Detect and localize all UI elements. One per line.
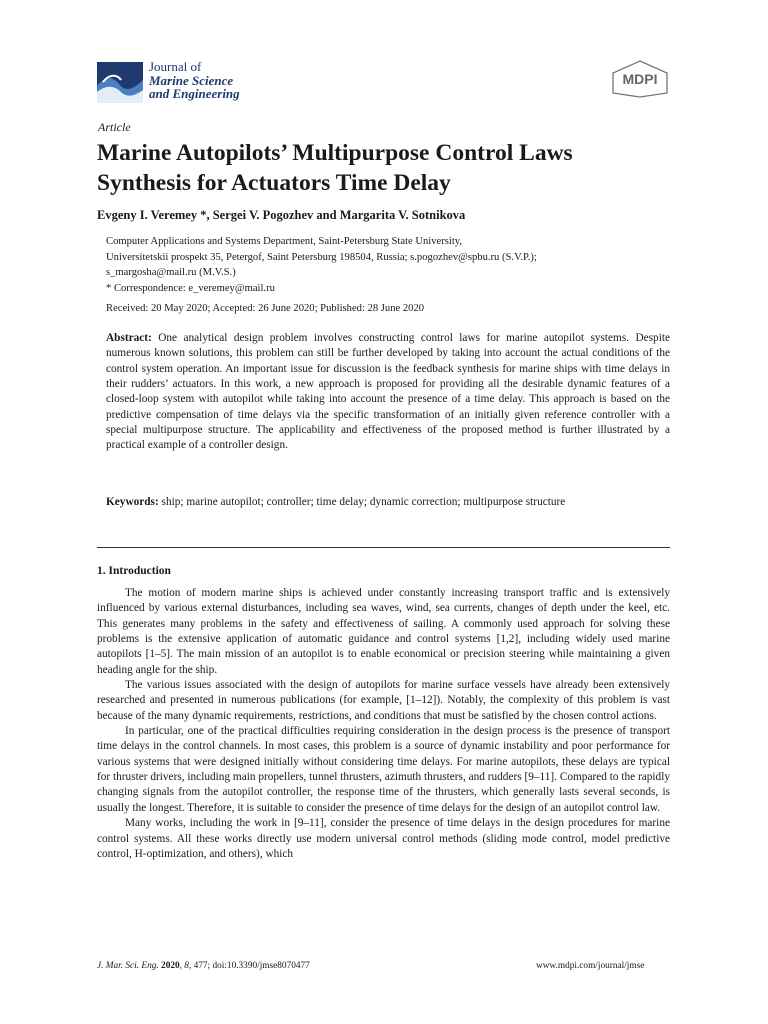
affiliation-line: Universitetskii prospekt 35, Petergof, Saint Petersburg 198504, Russia; s.pogozhev@spbu.ru (S.V.P.); bbox=[106, 251, 537, 263]
article-title: Marine Autopilots’ Multipurpose Control Laws Synthesis for Actuators Time Delay bbox=[97, 140, 573, 196]
footer-journal-url[interactable]: www.mdpi.com/journal/jmse bbox=[536, 961, 645, 971]
publication-dates: Received: 20 May 2020; Accepted: 26 June 2020; Published: 28 June 2020 bbox=[106, 303, 425, 314]
journal-name bbox=[149, 60, 240, 101]
abstract bbox=[106, 331, 670, 454]
keywords-text: ship; marine autopilot; controller; time delay; dynamic correction; multipurpose structure bbox=[158, 496, 566, 508]
paragraph: The motion of modern marine ships is achieved under constantly increasing transport traffic and is extensively influenced by various external disturbances, including sea waves, wind, sea currents, changes of depth under the keel, etc. This generates many problems in the safety and effectiveness of sailing. A commonly used approach for solving these problems is the extensive application of automatic guidance and control systems [1,2], including widely used marine autopilots [1–5]. The main mission of an autopilot is to enable economical or precision steering while maintaining a given heading angle for the ship. bbox=[97, 587, 670, 676]
footer-doi: , 477; doi:10.3390/jmse8070477 bbox=[188, 961, 310, 971]
affiliation-line: s_margosha@mail.ru (M.V.S.) bbox=[106, 267, 236, 278]
affiliation-block bbox=[106, 234, 676, 296]
section-heading: 1. Introduction bbox=[97, 565, 171, 577]
section-divider bbox=[97, 547, 670, 548]
journal-name-line3: and Engineering bbox=[149, 86, 240, 101]
mdpi-logo-icon bbox=[611, 60, 669, 98]
abstract-label: Abstract: bbox=[106, 332, 152, 344]
journal-name-line1: Journal of bbox=[149, 59, 202, 74]
keywords-label: Keywords: bbox=[106, 496, 159, 508]
footer-journal-abbrev: J. Mar. Sci. Eng. bbox=[97, 961, 159, 971]
body-text bbox=[97, 586, 670, 862]
footer-citation: J. Mar. Sci. Eng. 2020, 8, 477; doi:10.3390/jmse8070477 bbox=[97, 961, 310, 971]
paragraph: The various issues associated with the design of autopilots for marine surface vessels have already been extensively researched and presented in numerous publications (for example, [1–12]). Notably, the complexity of this problem is vast because of the many dynamic requirements, restrictions, and conditions that must be satisfied by the chosen control actions. bbox=[97, 679, 670, 722]
author-list: Evgeny I. Veremey *, Sergei V. Pogozhev and Margarita V. Sotnikova bbox=[97, 208, 466, 222]
paragraph: Many works, including the work in [9–11], consider the presence of time delays in the design procedures for marine control systems. All these works directly use modern universal control methods (sliding mode control, model predictive control, H-optimization, and others), which bbox=[97, 817, 670, 860]
affiliation-line: Computer Applications and Systems Department, Saint-Petersburg State University, bbox=[106, 236, 463, 247]
publisher-name: MDPI bbox=[622, 71, 658, 87]
journal-logo-icon bbox=[97, 62, 143, 103]
article-type-label: Article bbox=[98, 120, 131, 134]
footer-year: 2020 bbox=[161, 961, 180, 971]
footer-volume: 8 bbox=[184, 961, 189, 971]
paragraph: In particular, one of the practical difficulties requiring consideration in the design process is the presence of transport time delays in the control channels. In most cases, this problem is a source of dynamic instability and poor performance for various systems that were designed initially without considering time delays. For marine autopilots, these delays are typical for thruster drivers, including main propellers, tunnel thrusters, azimuth thrusters, and rudders [9–11]. Compared to the rapidly changing signals from the autopilot controller, the response time of the thrusters, which generally lasts several seconds, is usually the longest. Therefore, it is suitable to consider the presence of time delays for the design of an autopilot control law. bbox=[97, 725, 670, 814]
journal-name-line2: Marine Science bbox=[149, 72, 234, 88]
keywords bbox=[106, 495, 670, 510]
correspondence-line: * Correspondence: e_veremey@mail.ru bbox=[106, 282, 275, 294]
abstract-text: One analytical design problem involves constructing control laws for marine autopilot systems. Despite numerous known solutions, this problem can still be further developed by taking into account the actual conditions of the control system operation. An important issue for discussion is the feedback synthesis for marine ships with time delays in their rudders’ actuators. In this work, a new approach is proposed for providing all the desirable dynamic features of a closed-loop system with autopilot while taking into account the presence of a time delay. This approach is based on the predictive compensation of time delays via the specific transformation of an initially given reference controller with a special multipurpose structure. The applicability and effectiveness of the proposed method is further illustrated by a practical example of a controller design. bbox=[106, 332, 670, 452]
